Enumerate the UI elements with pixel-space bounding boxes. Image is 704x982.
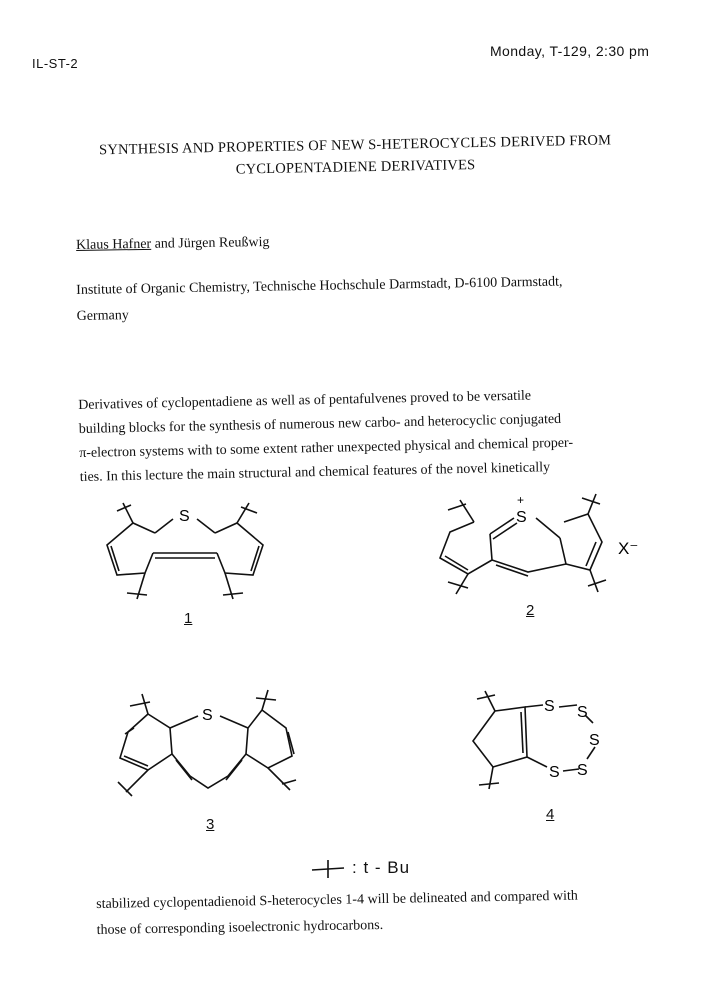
structure-1-label: 1	[184, 610, 193, 627]
structure-2-label: 2	[526, 602, 535, 619]
abstract-line-4: ties. In this lecture the main structural and chemical features of the novel kinetically	[79, 460, 551, 485]
structure-2-diagram	[430, 490, 655, 600]
document-code: IL-ST-2	[32, 56, 79, 71]
structure-2-sulfur: S	[516, 509, 527, 526]
closing-line-2: those of corresponding isoelectronic hydrocarbons.	[96, 917, 384, 938]
structure-1-sulfur: S	[179, 508, 190, 525]
institute	[76, 268, 657, 330]
institute-line-2: Germany	[76, 308, 129, 324]
authors	[76, 235, 270, 254]
closing-line-1: stabilized cyclopentadienoid S-heterocycles 1-4 will be delineated and compared with	[96, 888, 578, 912]
abstract-line-1: Derivatives of cyclopentadiene as well as of pentafulvenes proved to be versatile	[78, 388, 532, 413]
structure-4-sulfur-2: S	[577, 704, 588, 721]
structure-4-sulfur-3: S	[589, 732, 600, 749]
structure-4-sulfur-1: S	[544, 698, 555, 715]
structure-4-sulfur-4: S	[577, 762, 588, 779]
legend-text: : t - Bu	[352, 858, 411, 877]
abstract-line-2: building blocks for the synthesis of numerous new carbo- and heterocyclic conjugated	[78, 411, 562, 437]
title-line-2: CYCLOPENTADIENE DERIVATIVES	[235, 157, 476, 178]
author-second: Jürgen Reußwig	[178, 234, 270, 252]
document-title	[60, 129, 651, 184]
closing-paragraph	[96, 882, 657, 944]
structure-3-diagram	[108, 688, 308, 803]
abstract-line-3: π-electron systems with to some extent rather unexpected physical and chemical proper-	[79, 435, 574, 461]
structure-2-charge: +	[517, 493, 525, 507]
author-connector: and	[154, 236, 175, 252]
structure-4-label: 4	[546, 806, 555, 823]
structure-4-sulfur-5: S	[549, 764, 560, 781]
tbutyl-symbol-icon	[310, 858, 350, 880]
title-line-1: SYNTHESIS AND PROPERTIES OF NEW S-HETEROCYCLES DERIVED FROM	[98, 132, 612, 159]
structure-3-label: 3	[206, 816, 215, 833]
structure-4-diagram	[455, 685, 625, 800]
structure-1-diagram	[95, 495, 275, 610]
structure-3-sulfur: S	[202, 707, 213, 724]
structure-2-counterion: X⁻	[618, 539, 639, 558]
author-presenting: Klaus Hafner	[76, 236, 152, 253]
institute-line-1: Institute of Organic Chemistry, Technische Hochschule Darmstadt, D-6100 Darmstadt,	[76, 274, 563, 298]
abstract-paragraph	[78, 382, 650, 490]
session-info: Monday, T-129, 2:30 pm	[490, 43, 650, 59]
